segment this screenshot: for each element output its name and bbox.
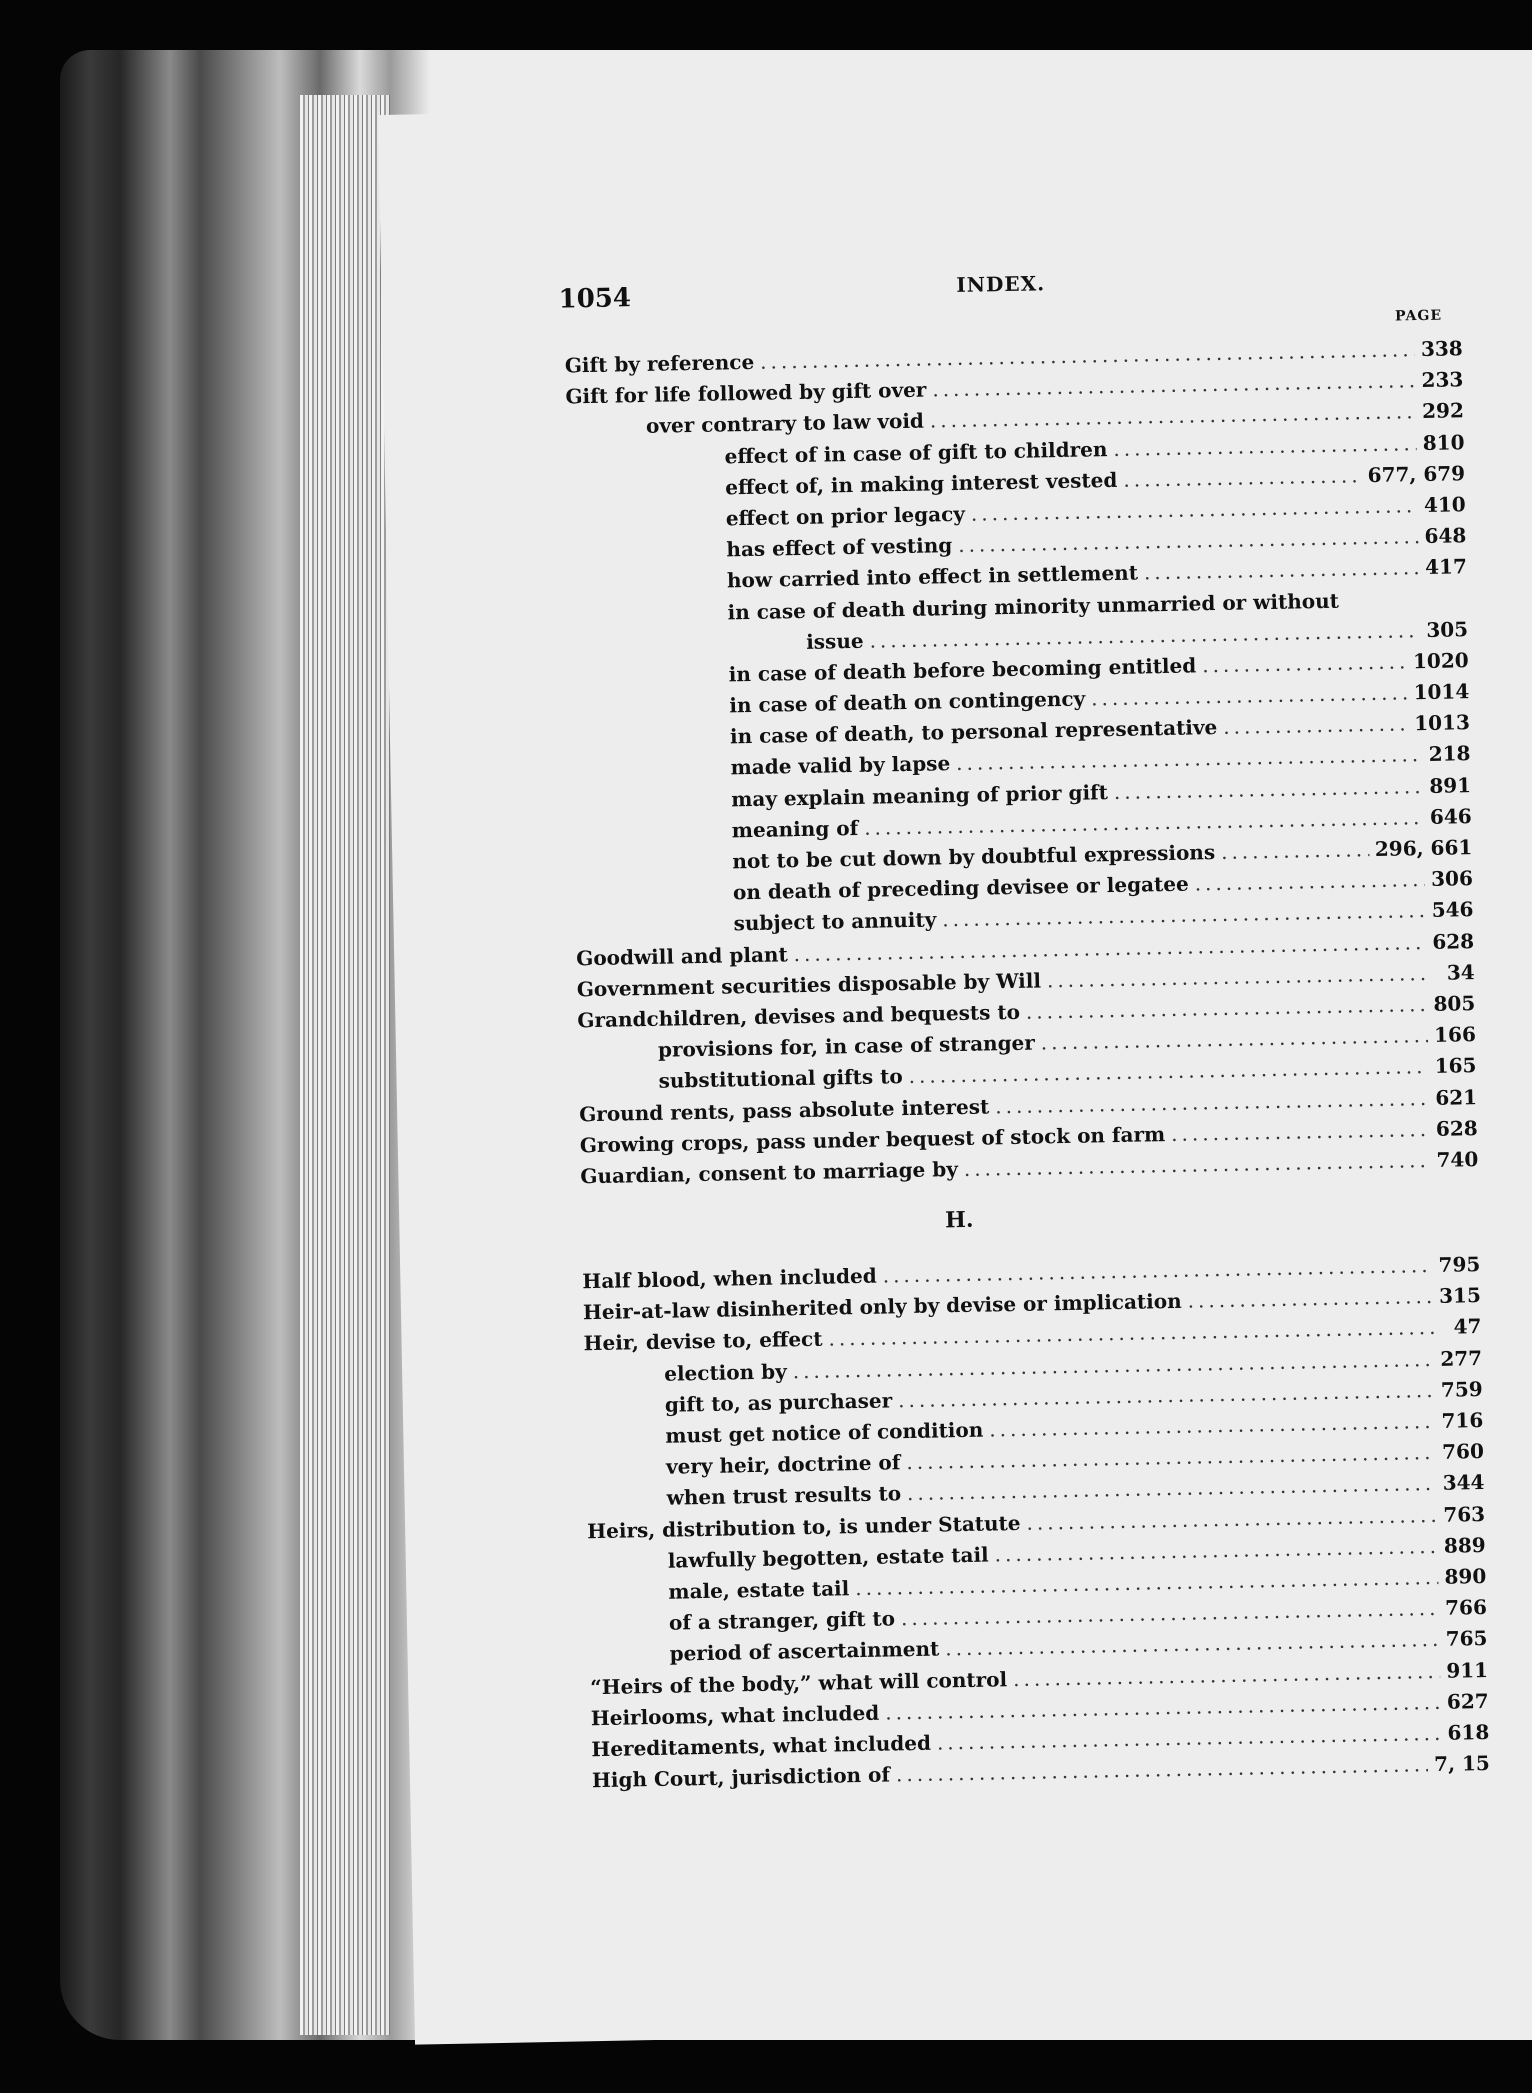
index-entry-text: gift to, as purchaser [664, 1388, 893, 1417]
index-entry-text: Heir, devise to, effect [583, 1327, 823, 1356]
page-content [378, 93, 1532, 2045]
index-entry-page: 296, 661 [1374, 835, 1473, 861]
index-entry-text: Goodwill and plant [575, 941, 788, 970]
index-entry-text: subject to annuity [733, 907, 937, 936]
index-entry-text: effect of in case of gift to children [724, 436, 1108, 468]
index-entry-text: High Court, jurisdiction of [591, 1762, 891, 1793]
index-entry-text: in case of death before becoming entitled [728, 653, 1197, 687]
index-entry-page: 1013 [1413, 710, 1471, 736]
header-title: INDEX. [956, 271, 1046, 297]
dot-leader [1223, 712, 1408, 740]
index-entry-text: meaning of [731, 815, 859, 843]
index-entry-text: Growing crops, pass under bequest of stock on farm [579, 1121, 1166, 1158]
page-column-label: PAGE [1394, 307, 1443, 325]
index-entry-text: Heirlooms, what included [590, 1700, 880, 1730]
index-entry-page: 716 [1441, 1408, 1484, 1433]
index-entry-page: 277 [1440, 1345, 1483, 1371]
index-entry-page: 810 [1422, 429, 1465, 455]
index-entry-page: 618 [1447, 1719, 1490, 1745]
index-entry-page: 305 [1426, 616, 1469, 642]
index-entry-text: over contrary to law void [645, 408, 925, 439]
index-entry-text: Gift by reference [564, 349, 755, 378]
index-entry-page: 306 [1430, 866, 1474, 892]
index-entry-page: 763 [1443, 1501, 1486, 1527]
index-entry-text: male, estate tail [668, 1576, 850, 1604]
index-entry-page: 233 [1421, 367, 1464, 393]
index-entry-page: 338 [1420, 336, 1463, 362]
dot-leader [882, 1253, 1432, 1288]
index-entry-text: Ground rents, pass absolute interest [578, 1093, 990, 1126]
index-entry-page [1428, 605, 1468, 606]
index-entry-text: Government securities disposable by Will [576, 968, 1042, 1002]
index-entry-page: 218 [1428, 741, 1471, 767]
index-entry-text: election by [663, 1359, 787, 1386]
index-entry-page: 795 [1438, 1252, 1481, 1277]
index-entry-text: how carried into effect in settlement [726, 560, 1139, 593]
page-edges [300, 95, 390, 2035]
index-group-h [400, 1252, 1490, 1803]
index-entry-page: 677, 679 [1367, 460, 1466, 487]
index-entry-page: 891 [1429, 772, 1472, 798]
index-entry-text: on death of preceding devisee or legatee [732, 871, 1189, 905]
dot-leader [1202, 649, 1407, 677]
index-entry-page: 1014 [1413, 679, 1470, 705]
index-entry-page: 760 [1441, 1439, 1485, 1465]
index-entry-page: 34 [1446, 959, 1475, 985]
index-entry-text: lawfully begotten, estate tail [667, 1542, 989, 1573]
dot-leader [1144, 555, 1420, 584]
index-entry-page: 166 [1433, 1022, 1477, 1048]
index-entry-text: not to be cut down by doubtful expressions [732, 840, 1216, 874]
index-entry-text: “Heirs of the body,” what will control [589, 1666, 1008, 1699]
index-entry-page: 410 [1423, 492, 1466, 517]
index-entry-text: effect on prior legacy [725, 501, 966, 531]
header-page-number: 1054 [558, 283, 632, 315]
index-entry-page: 889 [1443, 1532, 1486, 1558]
index-entry-page: 805 [1433, 991, 1476, 1016]
index-entry-page: 766 [1444, 1595, 1488, 1620]
index-entry-page: 759 [1440, 1376, 1483, 1402]
section-heading-h: H. [944, 1206, 974, 1234]
dot-leader [760, 337, 1415, 374]
index-entry-page: 911 [1446, 1657, 1489, 1683]
index-entry-text: Grandchildren, devises and bequests to [577, 999, 1021, 1033]
index-entry-text: made valid by lapse [730, 751, 951, 780]
index-entry-page: 740 [1436, 1146, 1479, 1172]
dot-leader [1114, 774, 1424, 804]
index-entry-text: in case of death during minority unmarried or without [727, 588, 1340, 624]
dot-leader [1123, 463, 1362, 492]
index-entry-text: Guardian, consent to marriage by [580, 1156, 959, 1189]
index-entry-page: 628 [1432, 928, 1475, 954]
index-group-g [383, 336, 1479, 1199]
index-entry-page: 628 [1435, 1115, 1478, 1141]
index-entry-text: Half blood, when included [582, 1263, 877, 1294]
index-entry-text: may explain meaning of prior gift [730, 779, 1109, 811]
index-entry-text: issue [805, 628, 864, 654]
index-entry-text: has effect of vesting [726, 533, 953, 562]
index-entry-page: 47 [1453, 1314, 1482, 1340]
index-entry-page: 7, 15 [1433, 1751, 1491, 1777]
index-entry-page: 890 [1444, 1563, 1487, 1589]
index-entry-page: 546 [1431, 897, 1474, 923]
index-entry-page: 165 [1434, 1053, 1477, 1079]
index-entry-page: 292 [1421, 398, 1465, 424]
book-page [378, 93, 1532, 2045]
index-entry-text: substitutional gifts to [658, 1064, 903, 1094]
dot-leader [1187, 1284, 1433, 1313]
index-entry-page: 1020 [1412, 648, 1469, 674]
index-entry-text: of a stranger, gift to [668, 1606, 896, 1635]
index-entry-text: Gift for life followed by gift over [565, 377, 927, 409]
index-entry-page: 417 [1424, 554, 1468, 580]
index-entries [383, 336, 1491, 1803]
index-entry-text: Heirs, distribution to, is under Statute [586, 1510, 1021, 1543]
index-entry-page: 621 [1435, 1084, 1478, 1110]
index-entry-page: 765 [1445, 1626, 1488, 1652]
index-entry-text: in case of death, to personal representative [729, 715, 1218, 749]
index-entry-page: 344 [1442, 1470, 1485, 1496]
index-entry-text: must get notice of condition [665, 1417, 984, 1448]
index-entry-text: in case of death on contingency [729, 686, 1086, 718]
index-entry-text: Heir-at-law disinherited only by devise or implication [582, 1289, 1182, 1325]
index-entry-text: when trust results to [666, 1481, 902, 1511]
index-entry-page: 648 [1424, 523, 1467, 549]
dot-leader [1171, 1117, 1430, 1146]
dot-leader [1091, 680, 1408, 710]
index-entry-page: 627 [1446, 1688, 1489, 1714]
index-entry-text: period of ascertainment [669, 1636, 940, 1666]
index-entry-page: 646 [1429, 803, 1472, 829]
index-entry-text: Hereditaments, what included [591, 1730, 932, 1762]
index-entry-text: provisions for, in case of stranger [657, 1030, 1036, 1062]
index-entry-page: 315 [1438, 1283, 1482, 1309]
index-entry-text: effect of, in making interest vested [724, 467, 1118, 500]
index-entry-text: very heir, doctrine of [665, 1450, 901, 1479]
dot-leader [1221, 837, 1369, 864]
dot-leader [1113, 431, 1417, 461]
dot-leader [1194, 867, 1425, 895]
